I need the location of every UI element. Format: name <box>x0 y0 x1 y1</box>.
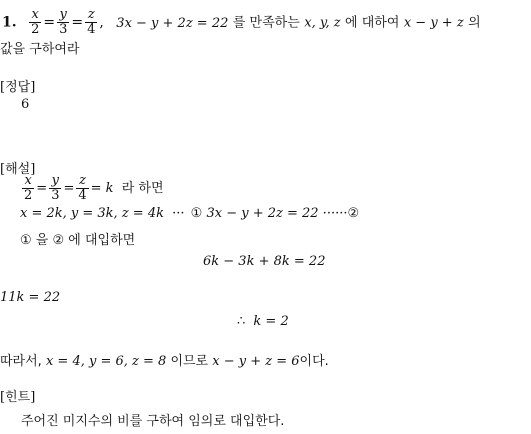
problem-equation: 3x − y + 2z = 22 <box>116 15 229 31</box>
solution-therefore-line <box>237 314 289 329</box>
solution-fraction-z-over-4: $\frac{z}{4}$ <box>78 173 87 203</box>
solution-substitution: x = 2k, y = 3k, z = 4k <box>20 206 164 221</box>
solution-let-k: $\frac{x}{2}$ = $\frac{y}{3}$ = $\frac{z}{4}$ = k 라 하면 <box>24 173 164 203</box>
solution-equation-1: 6k − 3k + 8k = 22 <box>203 254 326 269</box>
solution-equation-3: k = 2 <box>253 314 289 329</box>
hint-text: 주어진 미지수의 비를 구하여 임의로 대입한다. <box>21 414 285 429</box>
problem-target: x − y + z <box>403 15 464 31</box>
solution-let-text: 라 하면 <box>121 181 164 196</box>
solution-heading: [해설] <box>0 162 36 177</box>
answer-value: 6 <box>21 97 30 112</box>
hint-heading: [힌트] <box>0 390 36 405</box>
solution-dots: ··· <box>172 206 185 221</box>
problem-vars: x, y, z <box>304 15 341 31</box>
circle-two-label: ② <box>347 206 360 221</box>
therefore-symbol: ∴ <box>237 314 246 329</box>
fraction-y-over-3: $\frac{y}{3}$ <box>59 7 68 37</box>
solution-conclusion: 따라서, x = 4, y = 6, z = 8 이므로 x − y + z = 6이다. <box>0 354 329 369</box>
problem-tail-text: 의 <box>468 15 481 31</box>
answer-heading: [정답] <box>0 80 36 95</box>
circle-one-label: ① <box>190 206 203 221</box>
solution-equation-dots: 3x − y + 2z = 22 ······ <box>206 206 348 221</box>
problem-statement: 1. $\frac{x}{2}$ = $\frac{y}{3}$ = $\frac{z}{4}$ , 3x − y + 2z = 22 를 만족하는 x, y, z 에 대하여 x − y + z 의 <box>2 7 481 37</box>
solution-substitution-line <box>20 206 359 221</box>
solution-fraction-x-over-2: $\frac{x}{2}$ <box>24 173 33 203</box>
solution-substitute-line: ① 을 ② 에 대입하면 <box>20 233 136 248</box>
solution-equals-k: = k <box>90 181 114 196</box>
fraction-z-over-4: $\frac{z}{4}$ <box>87 7 96 37</box>
solution-fraction-y-over-3: $\frac{y}{3}$ <box>51 173 60 203</box>
problem-about-text: 에 대하여 <box>345 15 400 31</box>
problem-number: 1. <box>2 14 17 31</box>
problem-condition-text: 를 만족하는 <box>232 15 300 31</box>
fraction-x-over-2: $\frac{x}{2}$ <box>31 7 40 37</box>
solution-equation-2: 11k = 22 <box>0 290 61 305</box>
problem-line-2: 값을 구하여라 <box>0 42 80 57</box>
